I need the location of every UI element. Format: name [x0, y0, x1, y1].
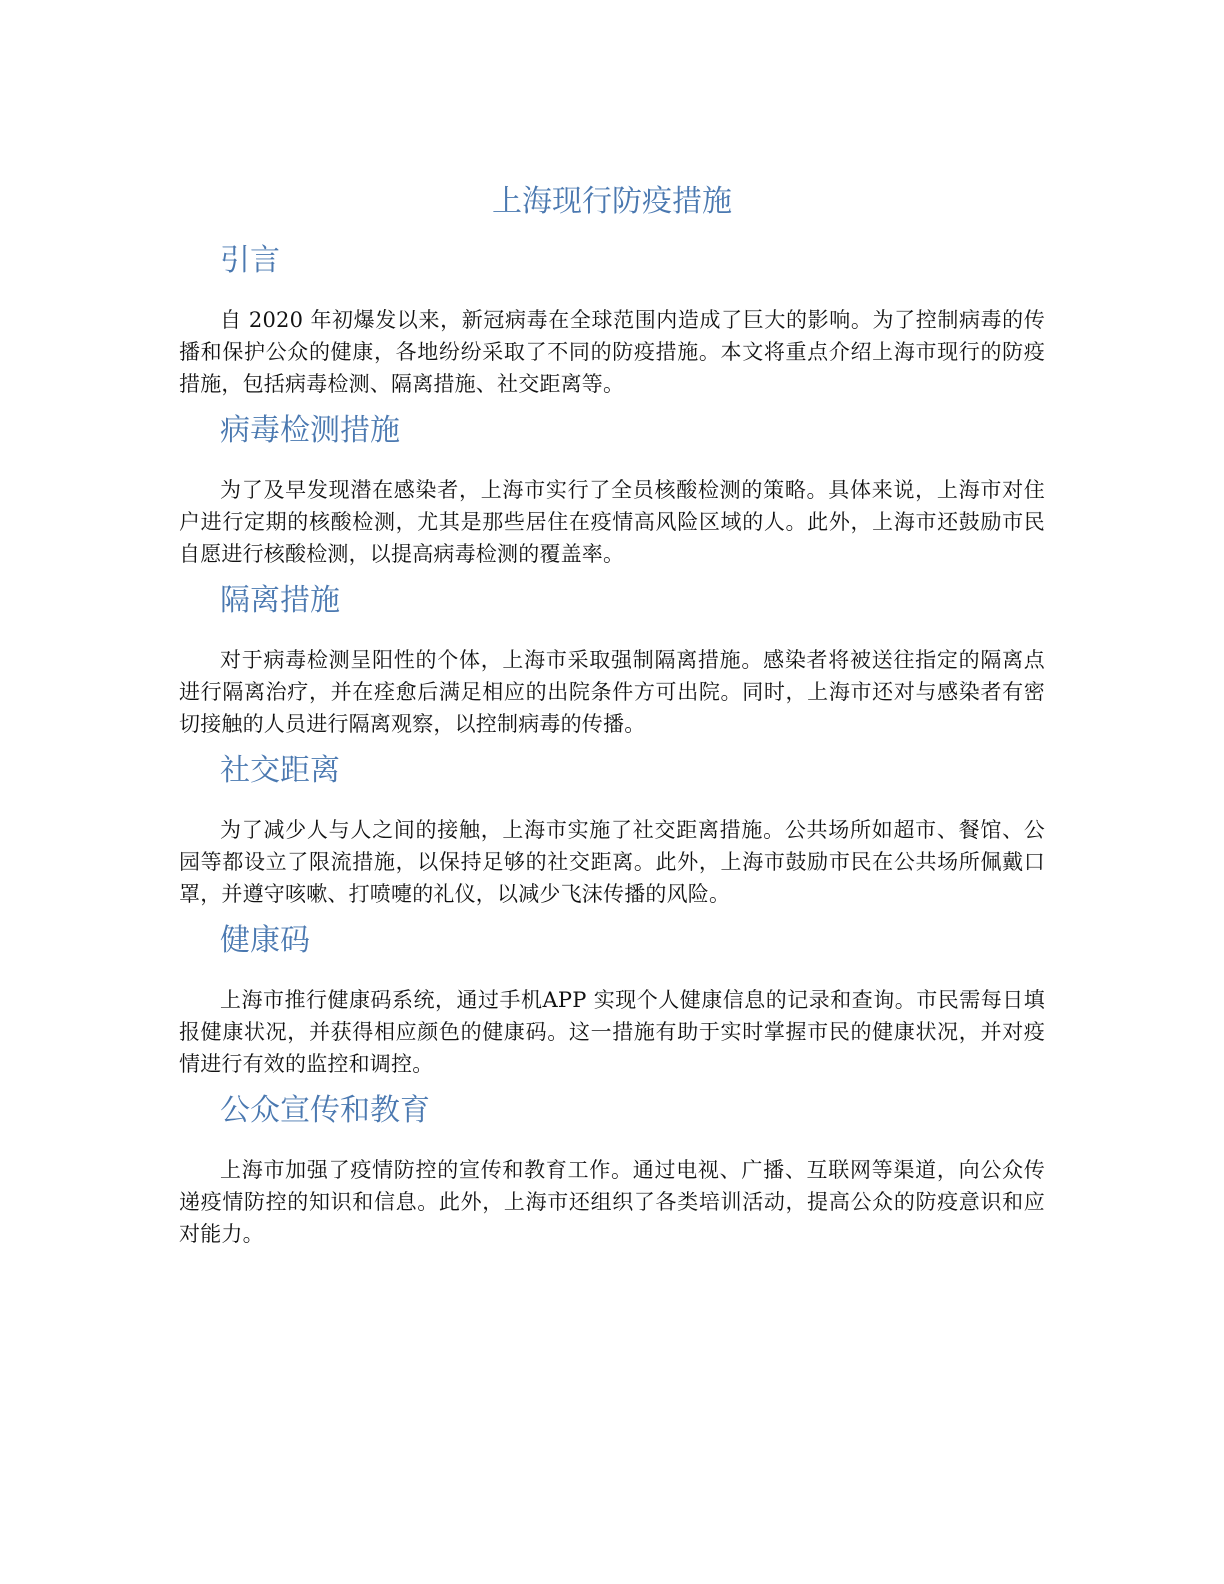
section-heading: 引言 [220, 243, 280, 278]
section-heading: 隔离措施 [220, 583, 340, 618]
section-public-education [179, 1088, 1045, 1250]
section-heading: 健康码 [220, 923, 310, 958]
section-paragraph: 为了减少人与人之间的接触，上海市实施了社交距离措施。公共场所如超市、餐馆、公园等都设立了限流措施，以保持足够的社交距离。此外，上海市鼓励市民在公共场所佩戴口罩，并遵守咳嗽、打喷嚏的礼仪，以减少飞沫传播的风险。 [179, 818, 1045, 906]
section-heading: 公众宣传和教育 [220, 1093, 430, 1128]
section-paragraph: 自 2020 年初爆发以来，新冠病毒在全球范围内造成了巨大的影响。为了控制病毒的传播和保护公众的健康，各地纷纷采取了不同的防疫措施。本文将重点介绍上海市现行的防疫措施，包括病毒检测、隔离措施、社交距离等。 [179, 308, 1045, 396]
document-page [179, 178, 1045, 1258]
document-title: 上海现行防疫措施 [492, 184, 732, 219]
section-social-distance [179, 748, 1045, 910]
section-heading: 社交距离 [220, 753, 340, 788]
section-paragraph: 上海市加强了疫情防控的宣传和教育工作。通过电视、广播、互联网等渠道，向公众传递疫情防控的知识和信息。此外，上海市还组织了各类培训活动，提高公众的防疫意识和应对能力。 [179, 1158, 1045, 1246]
section-paragraph: 上海市推行健康码系统，通过手机APP 实现个人健康信息的记录和查询。市民需每日填报健康状况，并获得相应颜色的健康码。这一措施有助于实时掌握市民的健康状况，并对疫情进行有效的监控和调控。 [179, 988, 1045, 1076]
section-quarantine [179, 578, 1045, 740]
section-paragraph: 对于病毒检测呈阳性的个体，上海市采取强制隔离措施。感染者将被送往指定的隔离点进行隔离治疗，并在痊愈后满足相应的出院条件方可出院。同时，上海市还对与感染者有密切接触的人员进行隔离观察，以控制病毒的传播。 [179, 648, 1045, 736]
section-paragraph: 为了及早发现潜在感染者，上海市实行了全员核酸检测的策略。具体来说，上海市对住户进行定期的核酸检测，尤其是那些居住在疫情高风险区域的人。此外，上海市还鼓励市民自愿进行核酸检测，以提高病毒检测的覆盖率。 [179, 478, 1045, 566]
section-virus-testing [179, 408, 1045, 570]
section-health-code [179, 918, 1045, 1080]
section-introduction [179, 238, 1045, 400]
section-heading: 病毒检测措施 [220, 413, 400, 448]
